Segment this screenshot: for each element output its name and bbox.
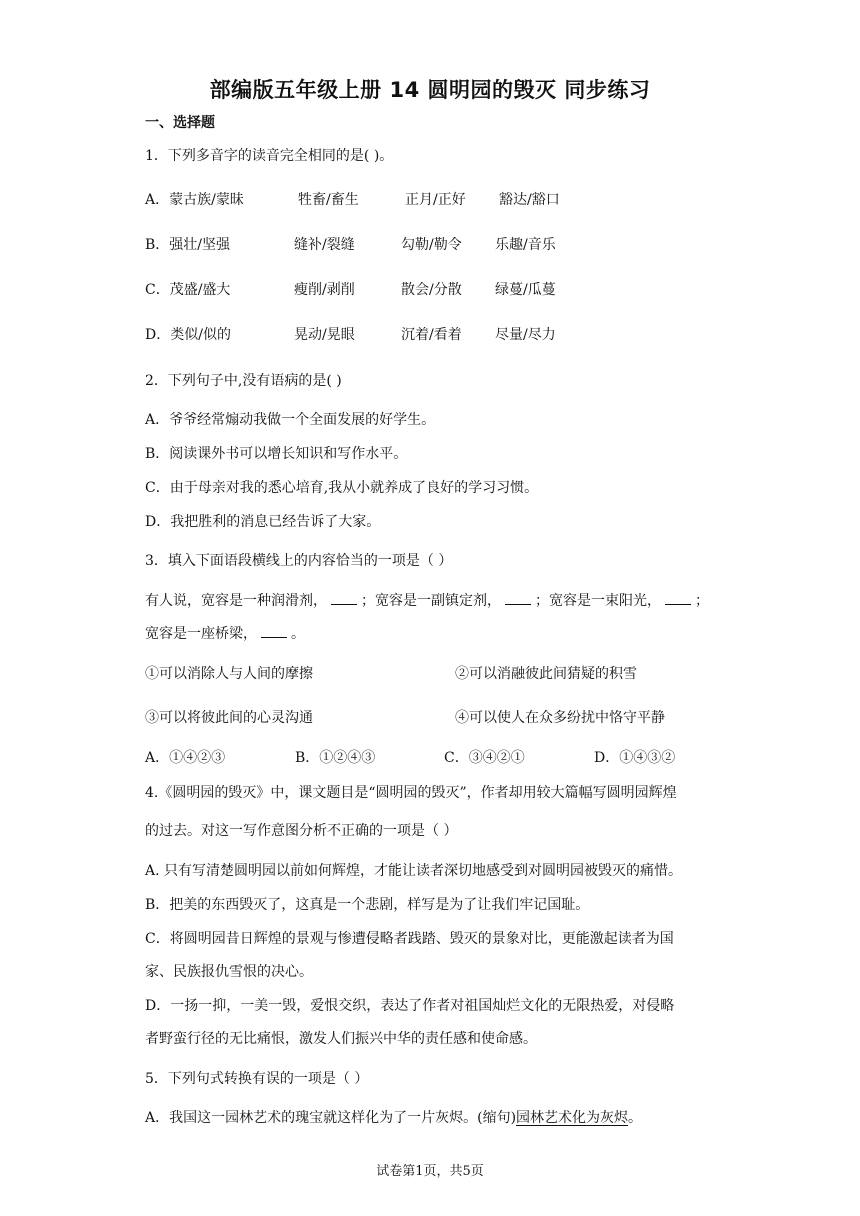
page-footer: 试卷第1页，共5页	[376, 1164, 484, 1179]
q3-passage-text: ；宽容是一束阳光，	[535, 593, 661, 609]
q3-choice-2: ②可以消融彼此间猜疑的积雪	[455, 666, 637, 682]
q3-passage-line-2	[145, 624, 305, 644]
q5-option-a	[145, 1108, 642, 1128]
q3-passage-text: ；	[695, 593, 709, 609]
q3-choice-3: ③可以将彼此间的心灵沟通	[145, 710, 313, 726]
q1-option-b-col2: 缝补/裂缝	[294, 237, 355, 253]
q5-option-a-answer: 园林艺术化为灰烬	[516, 1110, 629, 1126]
q3-passage-text: 。	[291, 626, 305, 642]
q1-option-d-col3: 沉着/看着	[401, 327, 462, 343]
q3-passage-text: ；宽容是一副镇定剂，	[361, 593, 501, 609]
fill-blank	[505, 591, 531, 605]
q2-option-d: D．我把胜利的消息已经告诉了大家。	[145, 514, 381, 530]
question-3-stem: 3．填入下面语段横线上的内容恰当的一项是（ ）	[145, 553, 453, 569]
q4-option-b: B．把美的东西毁灭了，这真是一个悲剧，样写是为了让我们牢记国耻。	[145, 897, 590, 913]
q3-passage-text: 宽容是一座桥梁，	[145, 626, 257, 642]
q1-option-c-col4: 绿蔓/瓜蔓	[495, 282, 556, 298]
q1-option-a-col3: 正月/正好	[405, 192, 466, 208]
fill-blank	[331, 591, 357, 605]
q1-option-d-col1: D．类似/似的	[145, 327, 231, 343]
q3-option-b: B．①②④③	[295, 750, 376, 766]
document-title: 部编版五年级上册 14 圆明园的毁灭 同步练习	[209, 78, 651, 102]
q2-option-c: C．由于母亲对我的悉心培育,我从小就养成了良好的学习习惯。	[145, 480, 539, 496]
q3-passage-line-1	[145, 591, 709, 611]
q1-option-b-col1: B．强壮/坚强	[145, 237, 231, 253]
fill-blank	[665, 591, 691, 605]
question-2-stem: 2．下列句子中,没有语病的是( )	[145, 373, 342, 389]
q1-option-b-col3: 勾勒/勒令	[401, 237, 462, 253]
q3-option-c: C．③④②①	[444, 750, 525, 766]
q1-option-d-col4: 尽量/尽力	[495, 327, 556, 343]
q5-option-a-text: A．我国这一园林艺术的瑰宝就这样化为了一片灰烬。(缩句)	[145, 1110, 517, 1126]
q3-choice-4: ④可以使人在众多纷扰中恪守平静	[455, 710, 665, 726]
question-5-stem: 5．下列句式转换有误的一项是（ ）	[145, 1071, 369, 1087]
q1-option-d-col2: 晃动/晃眼	[294, 327, 355, 343]
q1-option-a-col2: 牲畜/畜生	[298, 192, 359, 208]
q1-option-c-col2: 瘦削/剥削	[294, 282, 355, 298]
question-1-stem: 1．下列多音字的读音完全相同的是( )。	[145, 148, 394, 164]
q1-option-a-col4: 豁达/豁口	[499, 192, 560, 208]
q1-option-b-col4: 乐趣/音乐	[495, 237, 556, 253]
q4-option-d-line-2: 者野蛮行径的无比痛恨，激发人们振兴中华的责任感和使命感。	[145, 1031, 537, 1047]
q5-option-a-end: 。	[628, 1110, 643, 1126]
question-4-stem-line-2: 的过去。对这一写作意图分析不正确的一项是（ ）	[145, 823, 458, 839]
q4-option-d-line-1: D．一扬一抑，一美一毁，爱恨交织，表达了作者对祖国灿烂文化的无限热爱，对侵略	[145, 998, 675, 1014]
q3-option-a: A．①④②③	[145, 750, 226, 766]
q4-option-c-line-2: 家、民族报仇雪恨的决心。	[145, 964, 313, 980]
q2-option-b: B．阅读课外书可以增长知识和写作水平。	[145, 446, 408, 462]
q4-option-a: A. 只有写清楚圆明园以前如何辉煌，才能让读者深切地感受到对圆明园被毁灭的痛惜。	[145, 863, 683, 879]
q3-choice-1: ①可以消除人与人间的摩擦	[145, 666, 313, 682]
q1-option-c-col3: 散会/分散	[401, 282, 462, 298]
q4-option-c-line-1: C．将圆明园昔日辉煌的景观与惨遭侵略者践踏、毁灭的景象对比，更能激起读者为国	[145, 931, 674, 947]
q3-passage-text: 有人说，宽容是一种润滑剂，	[145, 593, 327, 609]
q1-option-c-col1: C．茂盛/盛大	[145, 282, 231, 298]
fill-blank	[261, 624, 287, 638]
q1-option-a-col1: A．蒙古族/蒙昧	[145, 192, 244, 208]
q2-option-a: A．爷爷经常煽动我做一个全面发展的好学生。	[145, 412, 436, 428]
section-heading: 一、选择题	[145, 115, 215, 131]
q3-option-d: D．①④③②	[594, 750, 676, 766]
question-4-stem-line-1: 4.《圆明园的毁灭》中，课文题目是“圆明园的毁灭”，作者却用较大篇幅写圆明园辉煌	[145, 785, 677, 801]
